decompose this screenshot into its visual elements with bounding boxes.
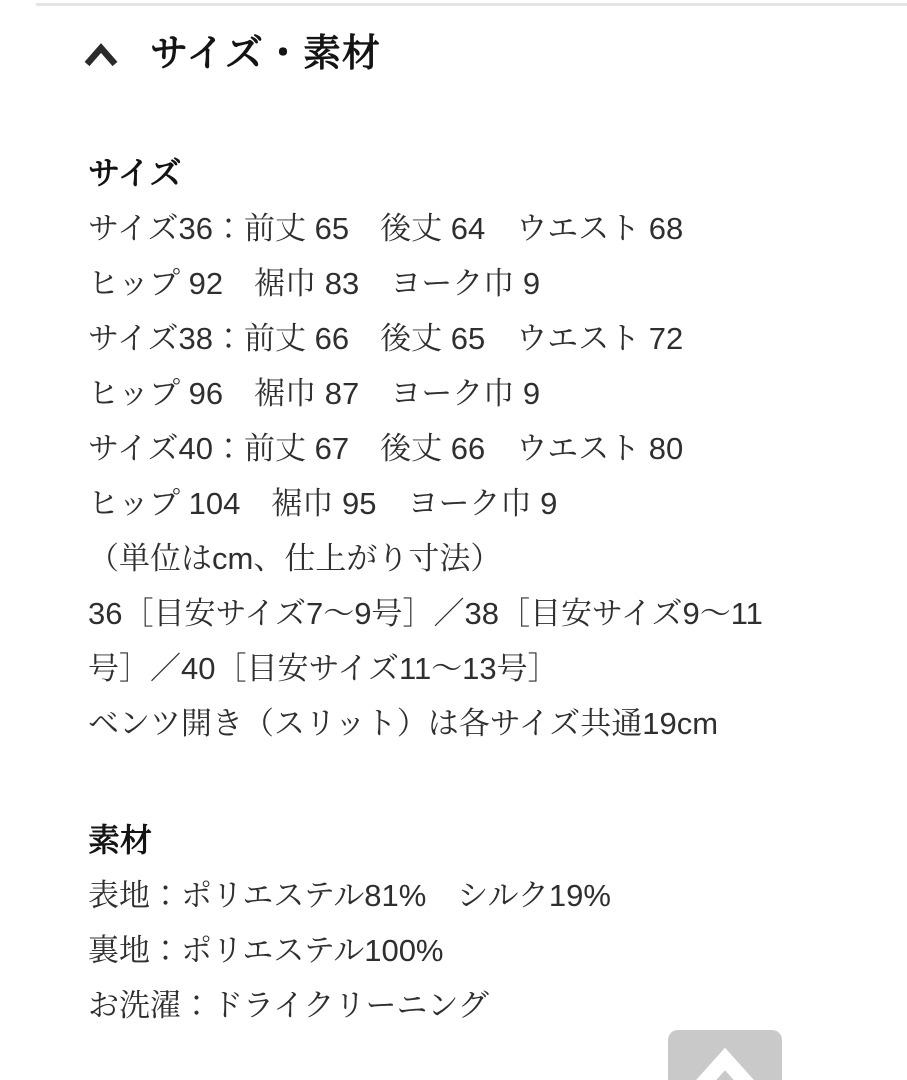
material-heading: 素材 [88, 822, 153, 858]
material-lining-line: 裏地：ポリエステル100% [88, 933, 444, 968]
section-body [88, 146, 837, 1033]
care-instruction-line: お洗濯：ドライクリーニング [88, 988, 489, 1023]
size-unit-note: （単位はcm、仕上がり寸法） [88, 541, 502, 576]
scroll-to-top-button[interactable] [668, 1030, 782, 1080]
section-divider [36, 3, 907, 6]
size-spec-line: ヒップ 92 裾巾 83 ヨーク巾 9 [88, 266, 541, 301]
collapse-chevron-up-icon [84, 43, 118, 72]
size-spec-line: サイズ40：前丈 67 後丈 66 ウエスト 80 [88, 431, 684, 466]
material-outer-line: 表地：ポリエステル81% シルク19% [88, 878, 611, 913]
size-material-section-header[interactable] [84, 30, 381, 79]
size-guide-line: 号］／40［目安サイズ11～13号］ [88, 651, 559, 686]
material-block [88, 813, 837, 1033]
size-spec-line: サイズ36：前丈 65 後丈 64 ウエスト 68 [88, 211, 684, 246]
section-title: サイズ・素材 [150, 33, 381, 75]
size-block [88, 146, 837, 751]
size-spec-line: ヒップ 96 裾巾 87 ヨーク巾 9 [88, 376, 541, 411]
chevron-up-icon [668, 1030, 782, 1080]
size-guide-line: 36［目安サイズ7～9号］／38［目安サイズ9～11 [88, 596, 763, 631]
size-spec-line: ヒップ 104 裾巾 95 ヨーク巾 9 [88, 486, 558, 521]
slit-note-line: ベンツ開き（スリット）は各サイズ共通19cm [88, 706, 719, 741]
size-heading: サイズ [88, 155, 182, 191]
size-spec-line: サイズ38：前丈 66 後丈 65 ウエスト 72 [88, 321, 684, 356]
